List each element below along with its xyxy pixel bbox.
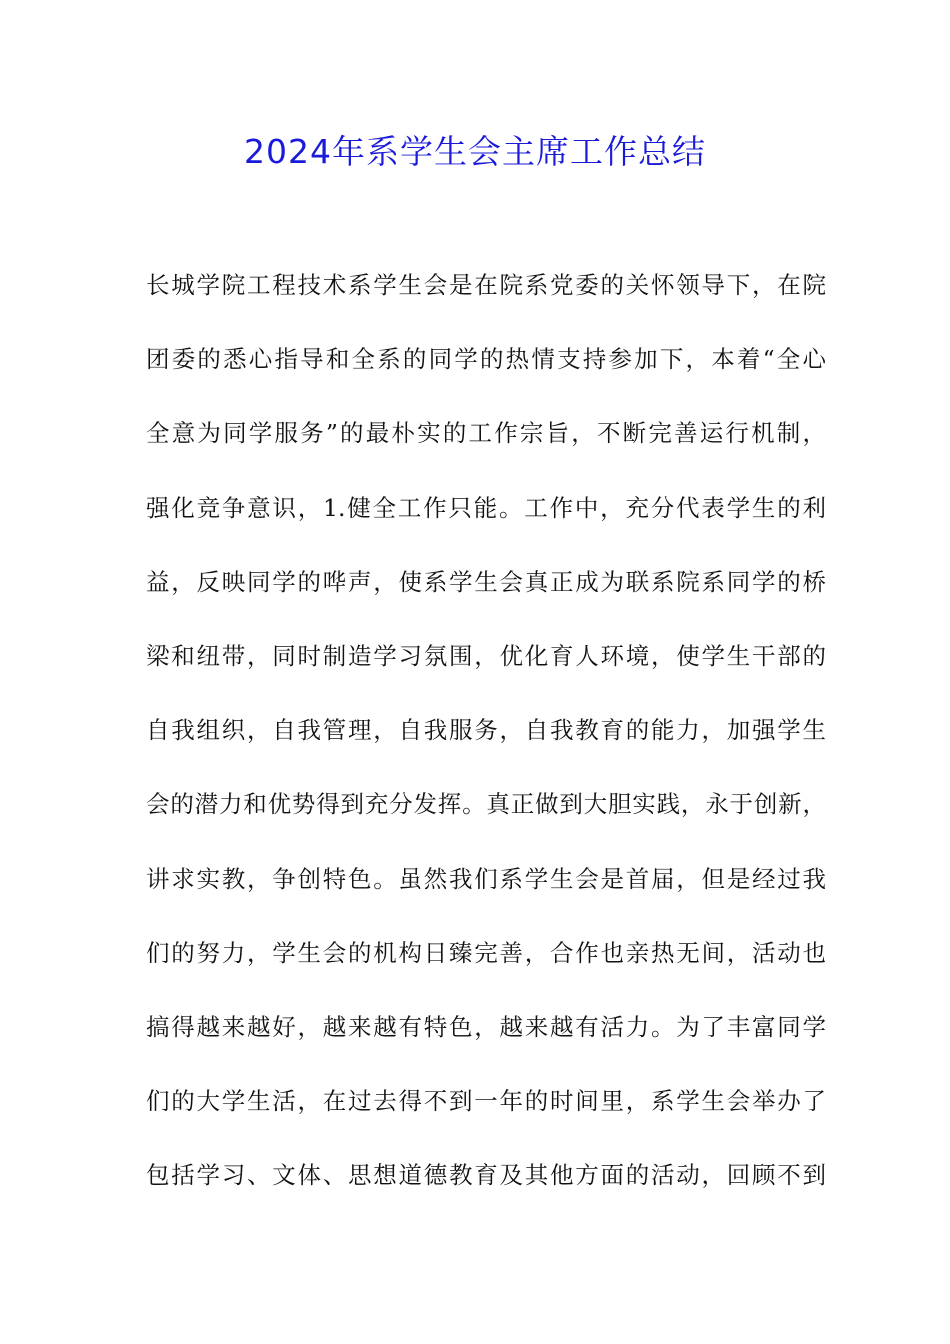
body-line: 自我组织，自我管理，自我服务，自我教育的能力，加强学生 [146, 716, 826, 745]
body-line: 团委的悉心指导和全系的同学的热情支持参加下，本着“全心 [146, 345, 826, 374]
body-line: 会的潜力和优势得到充分发挥。真正做到大胆实践，永于创新， [146, 790, 826, 819]
body-line: 们的大学生活，在过去得不到一年的时间里，系学生会举办了 [146, 1087, 826, 1116]
body-line: 们的努力，学生会的机构日臻完善，合作也亲热无间，活动也 [146, 938, 826, 967]
body-line: 全意为同学服务”的最朴实的工作宗旨，不断完善运行机制， [146, 419, 826, 448]
document-title: 2024年系学生会主席工作总结 [244, 132, 706, 171]
body-line: 讲求实教，争创特色。虽然我们系学生会是首届，但是经过我 [146, 864, 826, 893]
body-line: 长城学院工程技术系学生会是在院系党委的关怀领导下，在院 [146, 271, 826, 299]
body-line: 益，反映同学的哗声，使系学生会真正成为联系院系同学的桥 [146, 567, 826, 596]
body-line: 搞得越来越好，越来越有特色，越来越有活力。为了丰富同学 [146, 1012, 826, 1041]
body-line: 强化竞争意识，1.健全工作只能。工作中，充分代表学生的利 [146, 493, 826, 522]
body-line: 梁和纽带，同时制造学习氛围，优化育人环境，使学生干部的 [146, 641, 826, 670]
document-body [146, 260, 826, 1224]
body-line: 包括学习、文体、思想道德教育及其他方面的活动，回顾不到 [146, 1161, 826, 1190]
